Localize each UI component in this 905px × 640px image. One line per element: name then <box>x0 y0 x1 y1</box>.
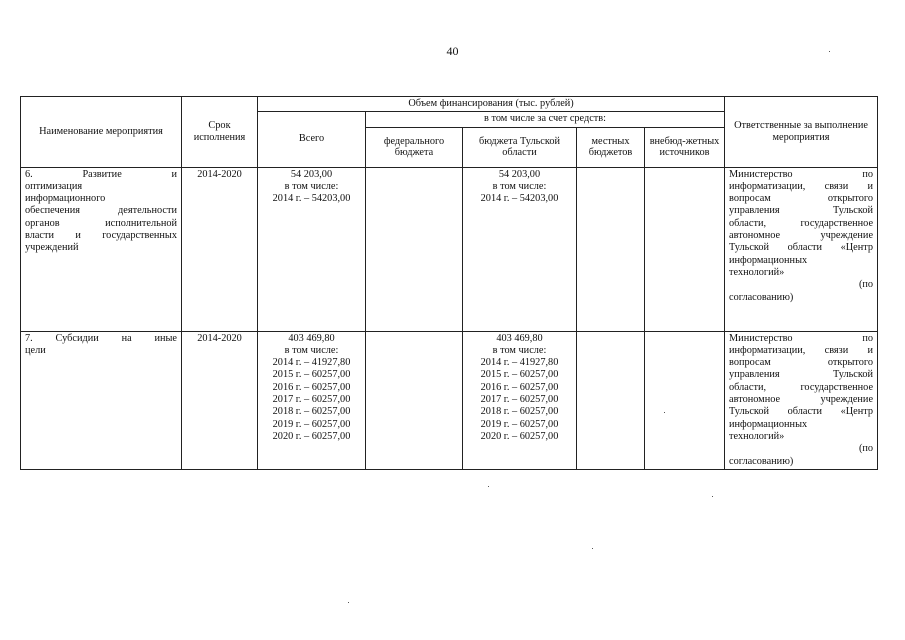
regional-amount-line: в том числе: <box>492 180 547 192</box>
regional-amount-line: 2014 г. – 41927,80 <box>480 357 559 369</box>
total-amount-line: в том числе: <box>284 344 339 356</box>
financing-table <box>20 96 878 470</box>
regional-budget-cell <box>463 167 577 331</box>
extra-budget-cell <box>645 331 725 469</box>
table-row <box>21 167 878 331</box>
responsible-cell <box>725 331 878 469</box>
responsible-line: вопросам открытого <box>729 193 874 205</box>
responsible-line: Министерство по <box>729 332 874 344</box>
regional-amount-line: 2017 г. – 60257,00 <box>480 394 559 406</box>
total-amount-line: 2016 г. – 60257,00 <box>272 381 351 393</box>
regional-amount-line: в том числе: <box>492 344 547 356</box>
activity-name-line: информационного <box>25 193 106 205</box>
activity-name-line: оптимизация <box>25 180 83 192</box>
header-extra: внебюд-жетных источников <box>645 127 725 167</box>
activity-name-line: цели <box>25 344 46 356</box>
total-amount-line: 2020 г. – 60257,00 <box>272 430 351 442</box>
table-body <box>21 167 878 469</box>
header-sources: в том числе за счет средств: <box>366 112 725 127</box>
regional-budget-cell <box>463 331 577 469</box>
responsible-line: информатизации, связи и <box>729 344 874 356</box>
header-financing: Объем финансирования (тыс. рублей) <box>258 97 725 112</box>
total-amount-cell <box>258 167 366 331</box>
responsible-line: информационных <box>729 418 808 430</box>
responsible-split-line <box>729 279 873 291</box>
page-number: 40 <box>446 44 459 58</box>
total-amount-line: 2014 г. – 54203,00 <box>272 193 351 205</box>
total-amount-line: 2014 г. – 41927,80 <box>272 357 351 369</box>
responsible-split-line <box>729 443 873 455</box>
header-local: местных бюджетов <box>577 127 645 167</box>
responsible-line: информатизации, связи и <box>729 180 874 192</box>
regional-amount-line: 403 469,80 <box>496 332 543 344</box>
header-term: Срок исполнения <box>182 97 258 168</box>
responsible-line: области, государственное <box>729 381 874 393</box>
responsible-line: области, государственное <box>729 217 874 229</box>
responsible-cell <box>725 167 878 331</box>
responsible-line: Тульской области «Центр <box>729 406 874 418</box>
responsible-line: информационных <box>729 254 808 266</box>
activity-name-cell <box>21 331 182 469</box>
total-amount-line: 2015 г. – 60257,00 <box>272 369 351 381</box>
header-responsible: Ответственные за выполнение мероприятия <box>725 97 878 168</box>
table-row <box>21 331 878 469</box>
regional-amount-line: 2016 г. – 60257,00 <box>480 381 559 393</box>
regional-amount-line: 2014 г. – 54203,00 <box>480 193 559 205</box>
responsible-line-right: (по <box>858 279 874 291</box>
total-amount-cell <box>258 331 366 469</box>
term-cell: 2014-2020 <box>182 167 258 331</box>
activity-name-line: власти и государственных <box>25 230 177 242</box>
header-federal: федерального бюджета <box>366 127 463 167</box>
responsible-line: согласованию) <box>729 291 794 303</box>
responsible-line: автономное учреждение <box>729 230 874 242</box>
responsible-line: управления Тульской <box>729 369 874 381</box>
header-total: Всего <box>258 112 366 167</box>
total-amount-line: 2019 г. – 60257,00 <box>272 418 351 430</box>
activity-name-cell <box>21 167 182 331</box>
regional-amount-line: 2019 г. – 60257,00 <box>480 418 559 430</box>
regional-amount-line: 2020 г. – 60257,00 <box>480 430 559 442</box>
total-amount-line: 54 203,00 <box>290 168 333 180</box>
activity-name-line: 7. Субсидии на иные <box>25 332 177 344</box>
header-regional: бюджета Тульской области <box>463 127 577 167</box>
total-amount-line: 403 469,80 <box>288 332 335 344</box>
activity-name-line: органов исполнительной <box>25 217 177 229</box>
responsible-line: технологий» <box>729 266 785 278</box>
local-budget-cell <box>577 167 645 331</box>
responsible-line: автономное учреждение <box>729 394 874 406</box>
activity-name-line: 6. Развитие и <box>25 168 177 180</box>
responsible-line: Министерство по <box>729 168 874 180</box>
regional-amount-line: 2015 г. – 60257,00 <box>480 369 559 381</box>
total-amount-line: 2017 г. – 60257,00 <box>272 394 351 406</box>
responsible-line-right: (по <box>858 443 874 455</box>
regional-amount-line: 54 203,00 <box>498 168 541 180</box>
responsible-line: технологий» <box>729 430 785 442</box>
term-cell: 2014-2020 <box>182 331 258 469</box>
header-name: Наименование мероприятия <box>21 97 182 168</box>
responsible-line: Тульской области «Центр <box>729 242 874 254</box>
federal-budget-cell <box>366 331 463 469</box>
federal-budget-cell <box>366 167 463 331</box>
local-budget-cell <box>577 331 645 469</box>
responsible-line: вопросам открытого <box>729 357 874 369</box>
regional-amount-line: 2018 г. – 60257,00 <box>480 406 559 418</box>
responsible-line: управления Тульской <box>729 205 874 217</box>
activity-name-line: учреждений <box>25 242 79 254</box>
extra-budget-cell <box>645 167 725 331</box>
responsible-line: согласованию) <box>729 455 794 467</box>
total-amount-line: в том числе: <box>284 180 339 192</box>
total-amount-line: 2018 г. – 60257,00 <box>272 406 351 418</box>
activity-name-line: обеспечения деятельности <box>25 205 177 217</box>
